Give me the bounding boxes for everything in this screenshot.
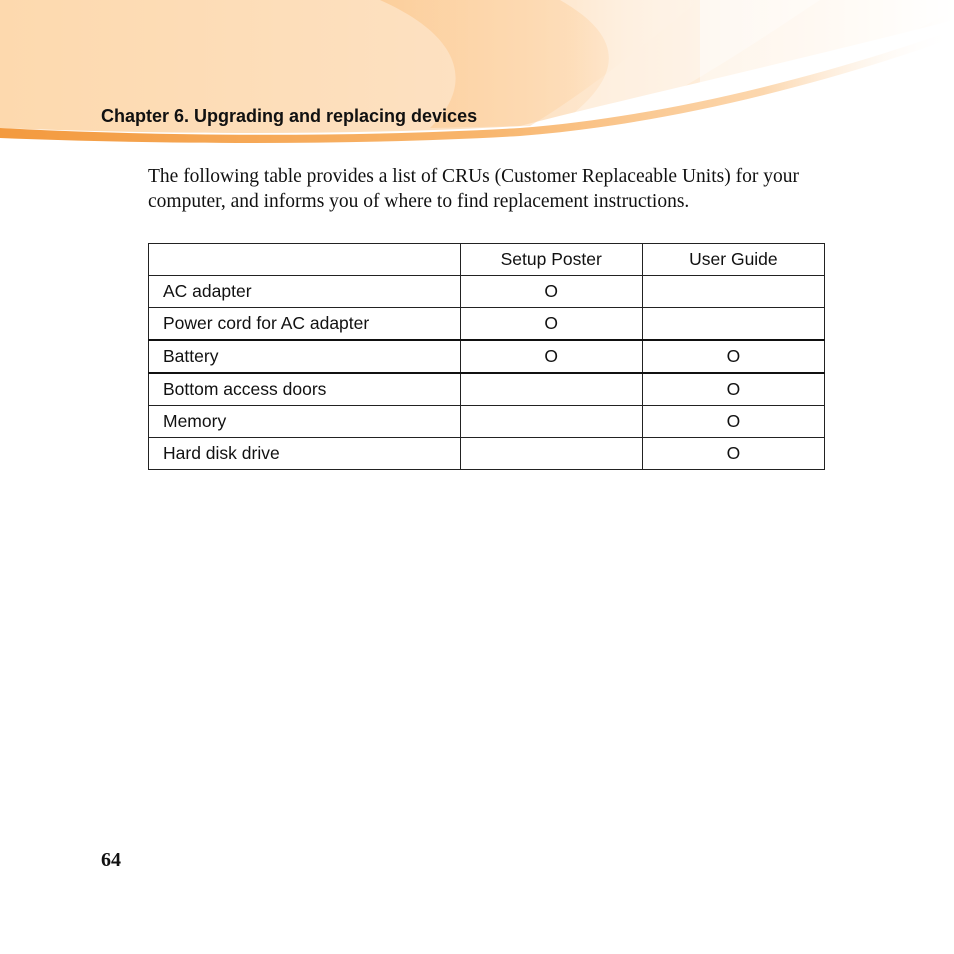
cell-setup-poster [460,438,642,470]
cell-setup-poster [460,406,642,438]
cell-item: AC adapter [149,276,461,308]
cell-user-guide [642,276,824,308]
cell-user-guide: O [642,373,824,406]
chapter-header-banner [0,0,954,150]
header-cell-user-guide: User Guide [642,244,824,276]
table-row [149,406,825,438]
cell-item: Battery [149,340,461,373]
table-row [149,308,825,341]
cell-item: Memory [149,406,461,438]
cell-user-guide: O [642,340,824,373]
cell-user-guide [642,308,824,341]
table-row [149,373,825,406]
cell-setup-poster: O [460,276,642,308]
table-row [149,276,825,308]
cell-item: Power cord for AC adapter [149,308,461,341]
header-cell-item [149,244,461,276]
cell-item: Hard disk drive [149,438,461,470]
cell-setup-poster: O [460,340,642,373]
cru-table [148,243,825,470]
table-row [149,340,825,373]
chapter-title: Chapter 6. Upgrading and replacing devices [101,106,478,126]
page-number: 64 [101,849,121,871]
cell-user-guide: O [642,406,824,438]
cell-setup-poster: O [460,308,642,341]
cell-user-guide: O [642,438,824,470]
table-header-row [149,244,825,276]
intro-paragraph: The following table provides a list of CRUs (Customer Replaceable Units) for your computer, and informs you of where to find replacement instructions. [148,166,799,212]
header-cell-setup-poster: Setup Poster [460,244,642,276]
cell-item: Bottom access doors [149,373,461,406]
cell-setup-poster [460,373,642,406]
table-row [149,438,825,470]
